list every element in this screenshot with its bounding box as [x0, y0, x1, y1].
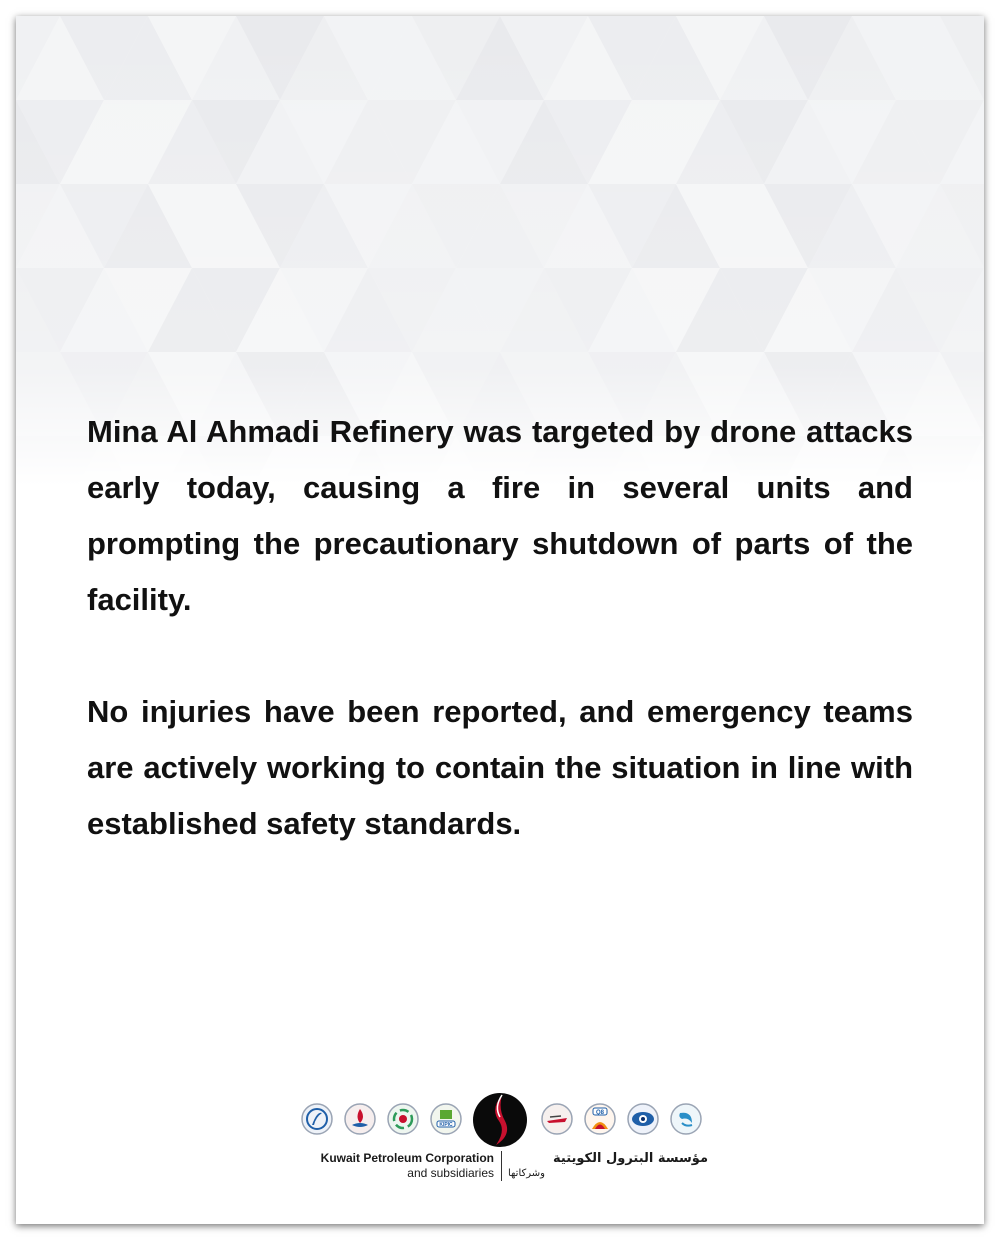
kotc-logo-icon [627, 1103, 659, 1135]
kpc-main-logo-icon [472, 1091, 528, 1149]
press-release-page [16, 16, 984, 1224]
statement-body [87, 404, 913, 852]
footer [16, 1091, 984, 1191]
footer-company-text [298, 1151, 718, 1185]
q8-logo-icon [584, 1103, 616, 1135]
company-name-ar: مؤسسة البترول الكويتية [553, 1151, 708, 1166]
company-name-en-sub: and subsidiaries [407, 1166, 494, 1180]
company-name-en: Kuwait Petroleum Corporation [320, 1151, 494, 1165]
statement-paragraph-1: Mina Al Ahmadi Refinery was targeted by drone attacks early today, causing a fire in several units and prompting the precautionary shutdown of parts of the facility. [87, 414, 913, 617]
kufpec-logo-icon [670, 1103, 702, 1135]
logo-row [299, 1091, 719, 1155]
knpc-logo-icon [301, 1103, 333, 1135]
company-name-arabic [508, 1151, 708, 1180]
company-name-ar-sub: وشركاتها [508, 1168, 545, 1179]
pic-logo-icon [387, 1103, 419, 1135]
koc-logo-icon [344, 1103, 376, 1135]
svg-text:Q8: Q8 [595, 1110, 605, 1116]
svg-text:KIPIC: KIPIC [439, 1122, 453, 1128]
footer-divider [501, 1151, 502, 1181]
company-name-english [321, 1151, 494, 1181]
statement-paragraph-2: No injuries have been reported, and emergency teams are actively working to contain the situation in line with established safety standards. [87, 694, 913, 841]
kipic-logo-icon [430, 1103, 462, 1135]
kgoc-logo-icon [541, 1103, 573, 1135]
